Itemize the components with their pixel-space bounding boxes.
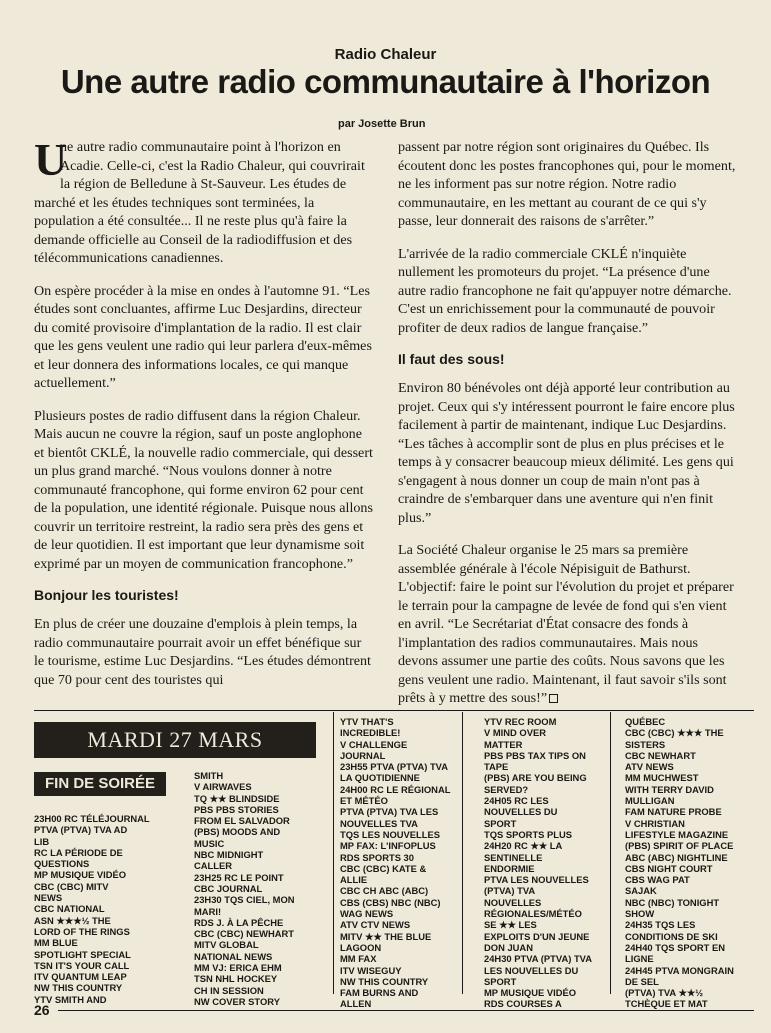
listing-line: (PBS) SPIRIT OF PLACE [625,840,734,852]
listing-line: (PTVA) TVA ★★½ [625,987,704,999]
listing-line: CBC CH ABC (ABC) [340,885,429,897]
listing-line: RDS SPORTS 30 [340,851,414,863]
listing-line: CBC (CBC) MITV [34,880,109,892]
listing-line: SE ★★ LES [484,919,537,931]
article-paragraph: Environ 80 bénévoles ont déjà apporté leur contribution au projet. Ceux qui s'y intéressent pourront le faire encore plus facilement à partir de maintenant, indique Luc Desjardins. “Les tâches à accomplir sont de plus en plus précises et le temps à y consacrer beaucoup mieux délimité. Les gens qui s'engagent à nous donner un coup de main n'ont pas à craindre de s'embarquer dans une aventure qui n'en finit plus.” [398,380,735,526]
listing-line: MITV GLOBAL [194,939,259,951]
listing-line: NOUVELLES [484,896,542,908]
listing-line: SHOW [625,908,655,920]
listing-line: ITV WISEGUY [340,964,402,976]
listing-line: LAGOON [340,941,382,953]
listing-line: 24H45 PTVA MONGRAIN [625,964,734,976]
listing-line: V MIND OVER [484,727,546,739]
listing-line: TCHÈQUE ET MAT [625,998,708,1010]
listing-line: TSN IT'S YOUR CALL [34,959,130,971]
listing-line: FAM NATURE PROBE [625,806,722,818]
listing-line: MUSIC [194,837,225,849]
listing-line: SENTINELLE [484,851,543,863]
listing-line: ASN ★★★½ THE [34,914,111,926]
listing-line: MULLIGAN [625,795,675,807]
listing-line: ET MÉTÉO [340,795,388,807]
listing-line: ABC (ABC) NIGHTLINE [625,851,728,863]
listing-line: CBC (CBC) NEWHART [194,928,294,940]
listing-line: NW THIS COUNTRY [34,982,123,994]
listing-line: V CHRISTIAN [625,817,685,829]
article-paragraph: En plus de créer une douzaine d'emplois à plein temps, la radio communautaire pourrait avoir un effet bénéfique sur le tourisme, estime Luc Desjardins. “Les études démontrent que 70 pour cent des touristes qui [34,616,371,688]
listing-line: SPOTLIGHT SPECIAL [34,948,131,960]
article-paragraph: passent par notre région sont originaires du Québec. Ils écoutent donc les postes francophones qui, pour le moment, ne les informent pas sur notre région. Notre radio communautaire, en les mettant au courant de ce qui s'y passe, leur donnerait des raisons de s'arrêter.” [398,139,736,229]
listing-line: SPORT [484,975,517,987]
listing-line: 24H05 RC LES [484,795,549,807]
listing-column-4 [484,716,604,1010]
listing-line: ENDORMIE [484,862,535,874]
listing-line: 24H00 RC LE RÉGIONAL [340,783,451,795]
article-paragraph [34,134,374,268]
listing-column-5 [625,716,747,1010]
listing-line: 24H30 PTVA (PTVA) TVA [484,953,593,965]
listing-line: YTV THAT'S [340,716,394,727]
listing-line: ALLIE [340,874,368,886]
listing-line: PTVA (PTVA) TVA LES [340,806,439,818]
listing-line: QUÉBEC [625,716,666,727]
listing-line: NBC (NBC) TONIGHT [625,896,720,908]
subheading: Bonjour les touristes! [34,587,179,603]
listing-line: CBC NEWHART [625,749,696,761]
listing-line: MM VJ: ERICA EHM [194,962,282,974]
article-paragraph [398,541,738,708]
listing-line: SERVED? [484,783,529,795]
end-mark-icon [549,694,558,703]
listing-line: MP MUSIQUE VIDÉO [34,869,127,881]
listing-line: MM MUCHWEST [625,772,699,784]
listing-line: YTV SMITH AND [34,993,107,1005]
article-headline: Une autre radio communautaire à l'horizon [60,63,711,100]
listing-line: LORD OF THE RINGS [34,925,130,937]
article-paragraph: Plusieurs postes de radio diffusent dans la région Chaleur. Mais aucun ne couvre la région, sauf un poste anglophone et bientôt CKLÉ, la nouvelle radio commerciale, qui dessert un plus grand marché. “Nous voulons donner à notre communauté francophone, qui forme environ 62 pour cent de la population, une identité régionale. Puisque nous allons couvrir un territoire restreint, la radio sera près des gens et de leur quotidien. Il est important que leur dynamisme soit exprimé par un moyen de communication francophone.” [34,407,373,572]
listing-line: CBC (CBC) KATE & [340,862,427,874]
listing-line: TSN NHL HOCKEY [194,973,278,985]
listing-line: SMITH [194,770,224,781]
listing-line: WITH TERRY DAVID [625,783,714,795]
listing-line: PBS PBS TAX TIPS ON [484,749,586,761]
listing-line: MM BLUE [34,937,78,949]
listing-line: MARI! [194,905,222,917]
listing-line: ITV QUANTUM LEAP [34,971,127,983]
listing-line: LA QUOTIDIENNE [340,772,420,784]
footer-rule [58,1010,754,1011]
listing-line: DE SEL [625,975,659,987]
listing-line: CBC (CBC) ★★★ THE [625,727,724,739]
listing-line: QUESTIONS [34,858,90,870]
listing-line: (PBS) MOODS AND [194,826,281,838]
listing-line: LIB [34,835,50,847]
listing-line: CBC JOURNAL [194,882,263,894]
listing-line: CBS (CBS) NBC (NBC) [340,896,441,908]
listing-line: LIGNE [625,953,654,965]
listing-line: NOUVELLES DU [484,806,558,818]
listing-line: 23H30 TQS CIEL, MON [194,894,295,906]
listing-line: CBS NIGHT COURT [625,862,713,874]
listing-line: SPORT [484,817,517,829]
listing-line: NW THIS COUNTRY [340,975,429,987]
drop-cap: U [34,134,68,185]
listing-line: TQ ★★ BLINDSIDE [194,792,280,804]
paragraph-text: ne autre radio communautaire point à l'horizon en Acadie. Celle-ci, c'est la Radio Chaleur, qui couvrirait la région de Belledune à St-Sauveur. Les études de marché et les études techniques sont terminées, la population a été consultée... Il ne reste plus qu'à faire la demande officielle au Conseil de la radiodiffusion et des télécommunications canadiennes. [34,139,365,266]
article-kicker: Radio Chaleur [334,46,437,63]
subheading: Il faut des sous! [398,351,505,367]
listing-line: PTVA (PTVA) TVA AD [34,824,128,836]
listing-line: RÉGIONALES/MÉTÉO [484,908,582,920]
listing-line: ATV CTV NEWS [340,919,411,931]
listing-line: NOUVELLES TVA [340,817,418,829]
column-divider [610,712,611,994]
listing-line: (PTVA) TVA [484,885,536,897]
listing-line: (PBS) ARE YOU BEING [484,772,587,784]
listing-line: NW COVER STORY [194,995,280,1007]
listing-line: LIFESTYLE MAGAZINE [625,828,729,840]
listing-line: FROM EL SALVADOR [194,815,290,827]
article-paragraph: L'arrivée de la radio commerciale CKLÉ n'inquiète nullement les promoteurs du projet. “La présence d'une autre radio francophone ne fait qu'appuyer notre démarche. C'est un enrichissement pour la communauté de pouvoir profiter de deux radios de langue française.” [398,245,732,336]
page-number: 26 [34,1002,50,1018]
listing-line: 24H35 TQS LES [625,919,696,931]
listing-line: TAPE [484,761,509,773]
listing-line: NATIONAL NEWS [194,950,273,962]
listing-line: TQS SPORTS PLUS [484,828,573,840]
listing-column-3 [340,716,458,1010]
column-divider [462,712,463,994]
listing-line: MITV ★★ THE BLUE [340,930,432,942]
article-byline: par Josette Brun [338,118,426,130]
listing-line: EXPLOITS D'UN JEUNE [484,930,590,942]
listing-line: MATTER [484,738,523,750]
listing-line: NBC MIDNIGHT [194,849,264,861]
listing-line: 23H25 RC LE POINT [194,871,284,883]
listing-line: V AIRWAVES [194,781,252,793]
listing-line: RC LA PÉRIODE DE [34,846,123,858]
listing-line: ALLEN [340,998,372,1010]
listing-line: YTV REC ROOM [484,716,557,727]
listing-line: PTVA LES NOUVELLES [484,874,589,886]
listing-line: MP FAX: L'INFOPLUS [340,840,436,852]
listing-line: SAJAK [625,885,657,897]
listing-line: ATV NEWS [625,761,674,773]
listing-line: V CHALLENGE [340,738,408,750]
listing-line: 23H00 RC TÉLÉJOURNAL [34,813,150,824]
listing-line: 24H40 TQS SPORT EN [625,941,726,953]
listing-line: RDS J. À LA PÊCHE [194,916,284,928]
listing-column-1 [34,813,184,1005]
listing-line: CONDITIONS DE SKI [625,930,718,942]
listing-line: CBC NATIONAL [34,903,105,915]
divider [34,710,754,711]
listing-line: PBS PBS STORIES [194,803,279,815]
listing-line: DON JUAN [484,941,533,953]
listing-line: INCREDIBLE! [340,727,401,739]
listing-line: 23H55 PTVA (PTVA) TVA [340,761,449,773]
listing-line: CH IN SESSION [194,984,264,996]
listing-line: FAM BURNS AND [340,987,419,999]
listing-line: JOURNAL [340,749,386,761]
listing-line: NEWS [34,892,63,904]
column-divider [333,712,334,994]
listing-line: CALLER [194,860,233,872]
listing-column-2 [194,770,316,1007]
paragraph-text: La Société Chaleur organise le 25 mars sa première assemblée générale à l'école Népisiguit de Bathurst. L'objectif: faire le point sur l'évolution du projet et préparer le terrain pour la campagne de levée de fond qui s'en vient en avril. “Le Secrétariat d'État consacre des fonds à l'implantation des radios communautaires. Mais nous devons assumer une partie des coûts. Nous savons que les gens veulent une radio. Maintenant, il faut savoir s'ils sont prêts à y mettre des sous!” [398,542,734,706]
date-banner: MARDI 27 MARS [34,722,316,758]
listing-line: CBS WAG PAT [625,874,690,886]
article-column-right [398,138,738,722]
listing-line: LES NOUVELLES DU [484,964,579,976]
listing-line: WAG NEWS [340,908,394,920]
listing-line: MM FAX [340,953,377,965]
listing-line: SISTERS [625,738,666,750]
article-column-left [34,134,374,703]
listing-line: 24H20 RC ★★ LA [484,840,563,852]
listing-line: MP MUSIQUE VIDÉO [484,987,577,999]
listing-line: TQS LES NOUVELLES [340,828,441,840]
section-title: FIN DE SOIRÉE [34,772,166,796]
article-paragraph: On espère procéder à la mise en ondes à l'automne 91. “Les études sont concluantes, affirme Luc Desjardins, directeur du comité provisoire d'implantation de la radio. Il est clair que les gens veulent une radio qui leur parlera d'eux-mêmes et leur donnera des informations locales, ce qui manque actuellement.” [34,282,372,391]
listing-line: RDS COURSES A [484,998,562,1010]
